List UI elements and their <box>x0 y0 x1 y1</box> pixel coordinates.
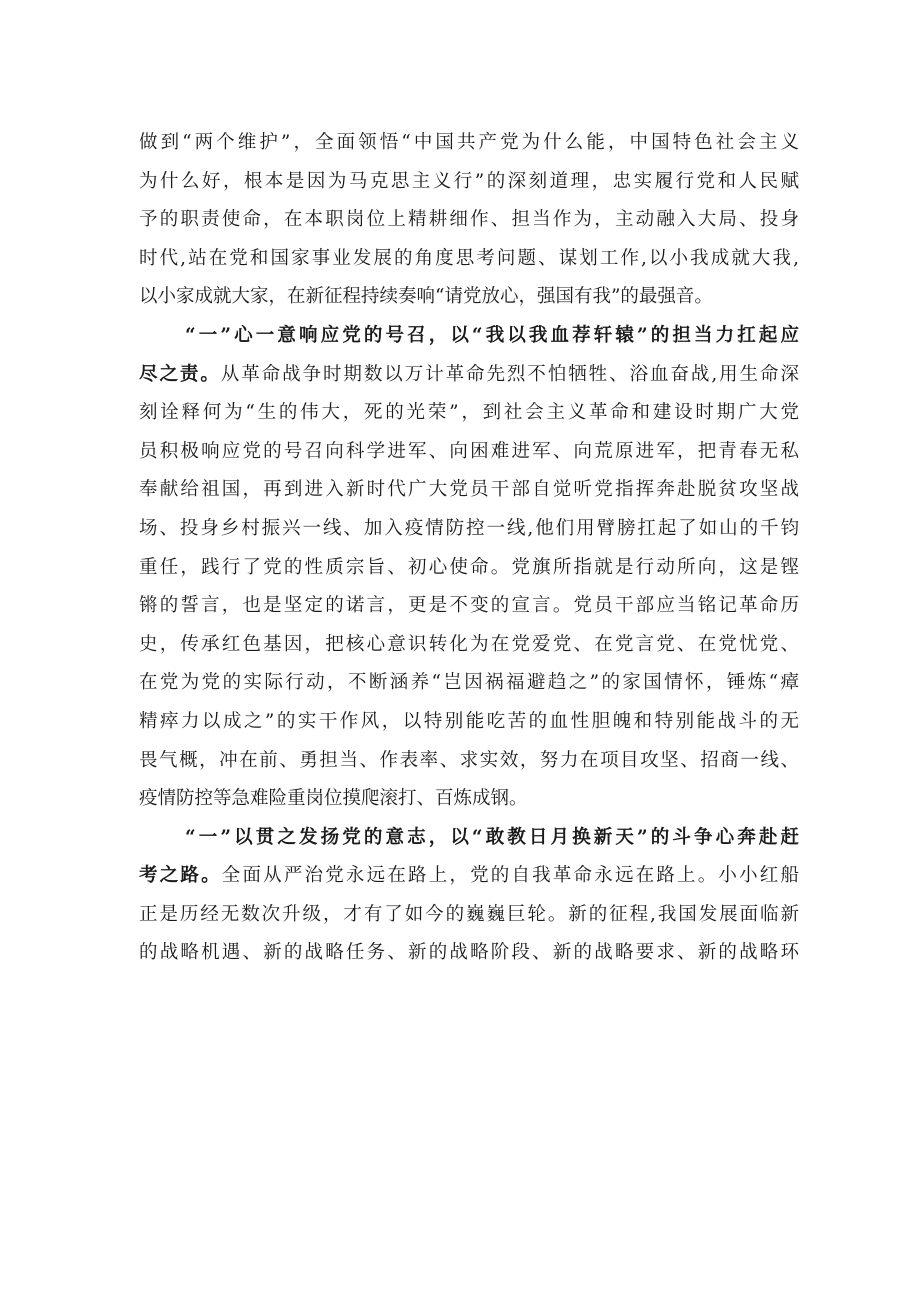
paragraph-2-line-5: 奉献给祖国，再到进入新时代广大党员干部自觉听党指挥奔赴脱贫攻坚战 <box>139 479 799 501</box>
paragraph-3-line-2 <box>139 857 799 896</box>
paragraph-1-line-3: 予的职责使命，在本职岗位上精耕细作、担当作为，主动融入大局、投身 <box>139 209 799 231</box>
paragraph-3-line-3: 正是历经无数次升级，才有了如今的巍巍巨轮。新的征程,我国发展面临新 <box>139 903 799 925</box>
paragraph-2-line-2 <box>139 356 799 395</box>
paragraph-2-line-6: 场、投身乡村振兴一线、加入疫情防控一线,他们用臂膀扛起了如山的千钧 <box>139 517 799 539</box>
paragraph-3-heading-end: 考之路。 <box>139 865 222 887</box>
paragraph-2-line-13: 疫情防控等急难险重岗位摸爬滚打、百炼成钢。 <box>139 788 528 810</box>
paragraph-3-line-2-text: 全面从严治党永远在路上，党的自我革命永远在路上。小小红船 <box>221 865 799 887</box>
paragraph-1-line-1: 做到“两个维护”，全面领悟“中国共产党为什么能，中国特色社会主义 <box>139 132 799 153</box>
paragraph-2-heading-end: 尽之责。 <box>139 363 221 385</box>
document-body <box>139 124 799 973</box>
paragraph-1-line-5: 以小家成就大家，在新征程持续奏响“请党放心，强国有我”的最强音。 <box>139 286 713 308</box>
paragraph-2-heading-line-1: “一”心一意响应党的号召，以“我以我血荐轩辕”的担当力扛起应 <box>185 324 799 346</box>
paragraph-2-line-12: 畏气概，冲在前、勇担当、作表率、求实效，努力在项目攻坚、招商一线、 <box>139 749 799 771</box>
paragraph-1-line-4: 时代,站在党和国家事业发展的角度思考问题、谋划工作,以小我成就大我, <box>139 247 799 269</box>
paragraph-2-line-10: 在党为党的实际行动，不断涵养“岂因祸福避趋之”的家国情怀，锤炼“瘴 <box>139 672 799 694</box>
paragraph-3-line-4: 的战略机遇、新的战略任务、新的战略阶段、新的战略要求、新的战略环 <box>139 942 799 964</box>
paragraph-1-line-2: 为什么好，根本是因为马克思主义行”的深刻道理，忠实履行党和人民赋 <box>139 170 799 192</box>
paragraph-3-heading-line-1: “一”以贯之发扬党的意志，以“敢教日月换新天”的斗争心奔赴赶 <box>185 826 799 848</box>
paragraph-2-line-3: 刻诠释何为“生的伟大，死的光荣”，到社会主义革命和建设时期广大党 <box>139 402 799 424</box>
paragraph-2-line-11: 精瘁力以成之”的实干作风，以特别能吃苦的血性胆魄和特别能战斗的无 <box>139 710 799 732</box>
paragraph-2-line-9: 史，传承红色基因，把核心意识转化为在党爱党、在党言党、在党忧党、 <box>139 633 799 655</box>
paragraph-2-line-4: 员积极响应党的号召向科学进军、向困难进军、向荒原进军，把青春无私 <box>139 440 799 462</box>
paragraph-2-line-7: 重任，践行了党的性质宗旨、初心使命。党旗所指就是行动所向，这是铿 <box>139 556 799 578</box>
paragraph-2-line-2-text: 从革命战争时期数以万计革命先烈不怕牺牲、浴血奋战,用生命深 <box>220 363 799 385</box>
paragraph-2-line-8: 锵的誓言，也是坚定的诺言，更是不变的宣言。党员干部应当铭记革命历 <box>139 595 799 617</box>
